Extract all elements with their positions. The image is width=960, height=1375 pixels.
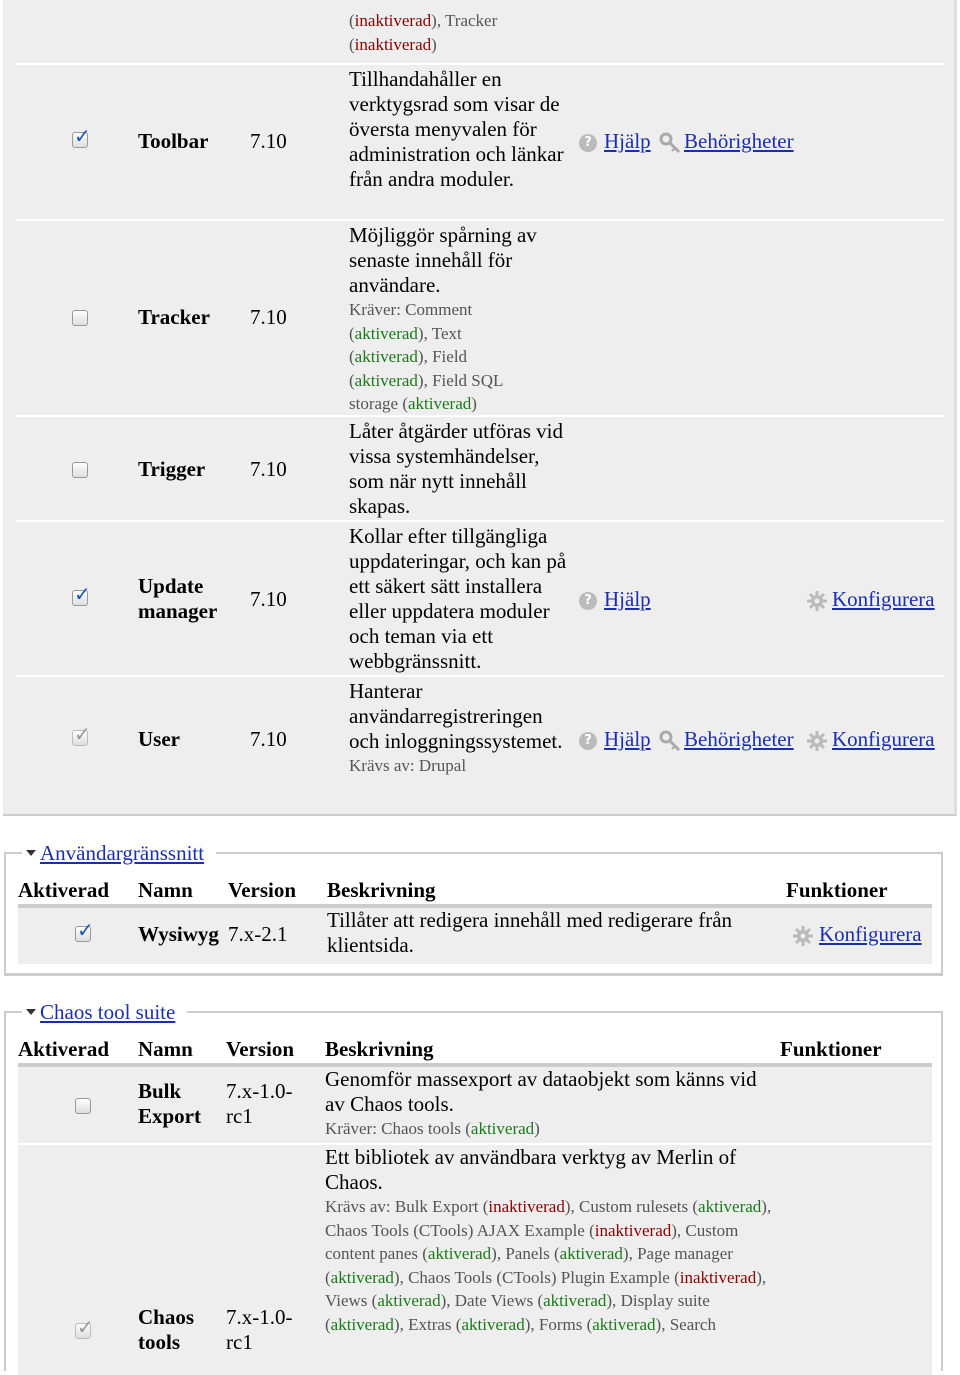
- enable-checkbox[interactable]: [72, 582, 91, 606]
- status-label: aktiverad: [427, 1244, 492, 1263]
- module-description: [325, 1067, 765, 1141]
- status-label: inaktiverad: [354, 34, 432, 54]
- fieldset-user-interface: [4, 841, 943, 976]
- header-version: Version: [228, 878, 297, 902]
- configure-link[interactable]: Konfigurera: [832, 587, 935, 611]
- module-name: Wysiwyg: [138, 922, 219, 946]
- module-version: 7.x-1.0-rc1: [226, 1305, 293, 1354]
- requires-item: Field: [432, 347, 468, 366]
- key-icon: [659, 730, 677, 748]
- required-by-item: Bulk Export: [394, 1197, 479, 1216]
- gear-icon: [806, 730, 824, 748]
- status-label: aktiverad: [377, 1291, 441, 1310]
- required-by-item: Display suite: [620, 1291, 710, 1310]
- required-by-item: Chaos Tools (CTools) AJAX Example: [325, 1220, 585, 1240]
- status-label: aktiverad: [698, 1197, 762, 1216]
- enable-checkbox[interactable]: [75, 1098, 91, 1114]
- required-by-item: Forms: [538, 1314, 583, 1334]
- fieldset-legend[interactable]: [22, 1000, 187, 1024]
- requires-item: Chaos tools: [381, 1119, 461, 1138]
- required-by-item: Custom rulesets: [579, 1197, 689, 1216]
- header-version: Version: [226, 1037, 295, 1061]
- status-label: aktiverad: [354, 323, 418, 343]
- required-by-item: Page manager: [637, 1244, 733, 1263]
- module-name: User: [138, 727, 180, 751]
- enable-checkbox[interactable]: [75, 1315, 94, 1339]
- module-version: 7.x-1.0-rc1: [226, 1079, 293, 1128]
- collapse-icon: [26, 850, 36, 856]
- requires-label: Kräver:: [325, 1119, 377, 1138]
- requires-item: Text: [431, 323, 462, 343]
- description-text: Hanterar användarregistreringen och inloggningssystemet.: [349, 679, 563, 753]
- modules-table-core: [3, 0, 957, 816]
- module-description: [325, 1145, 775, 1336]
- status-label: inaktiverad: [594, 1220, 672, 1240]
- header-enabled: Aktiverad: [18, 878, 109, 902]
- module-description: Låter åtgärder utföras vid vissa systemhändelser, som när nytt innehåll skapas.: [349, 419, 563, 518]
- description-text: Genomför massexport av dataobjekt som känns vid av Chaos tools.: [325, 1067, 757, 1116]
- required-by-item: Chaos Tools (CTools) Plugin Example: [408, 1267, 670, 1287]
- checkmark-icon: ✓: [77, 918, 94, 942]
- fieldset-legend[interactable]: [22, 841, 216, 865]
- requires-item: Comment: [405, 300, 473, 319]
- module-version: 7.x-2.1: [228, 922, 288, 946]
- status-label: inaktiverad: [488, 1197, 565, 1216]
- enable-checkbox[interactable]: [75, 918, 94, 942]
- module-name: Tracker: [138, 305, 210, 329]
- module-name: Bulk Export: [138, 1079, 201, 1128]
- module-name: Trigger: [138, 457, 206, 481]
- header-functions: Funktioner: [786, 878, 888, 902]
- module-row-wysiwyg: [18, 908, 932, 964]
- module-row-toolbar: [16, 63, 944, 219]
- required-by-item: Views: [325, 1291, 368, 1310]
- module-name: Chaos tools: [138, 1305, 195, 1354]
- module-row-trigger: [16, 415, 944, 520]
- module-description: Kollar efter tillgängliga uppdateringar, och kan på ett säkert sätt installera eller uppdatera moduler och teman via ett webbgränssnitt.: [349, 524, 567, 673]
- module-row-bulk-export: [18, 1067, 932, 1143]
- help-link[interactable]: Hjälp: [604, 727, 651, 751]
- legend-link[interactable]: Användargränssnitt: [40, 841, 205, 865]
- module-description: [349, 679, 574, 778]
- module-version: 7.10: [250, 457, 287, 481]
- enable-checkbox[interactable]: [72, 722, 91, 746]
- requires-item: , Tracker: [436, 11, 498, 30]
- status-label: aktiverad: [330, 1267, 394, 1287]
- checkmark-icon: ✓: [74, 124, 91, 148]
- checkmark-icon: ✓: [77, 1315, 94, 1339]
- required-by-item: Extras: [408, 1314, 452, 1334]
- status-label: aktiverad: [408, 394, 472, 413]
- permissions-link[interactable]: Behörigheter: [684, 129, 794, 153]
- header-description: Beskrivning: [327, 878, 436, 902]
- configure-link[interactable]: Konfigurera: [819, 922, 922, 946]
- module-description: Tillåter att redigera innehåll med redigerare från klientsida.: [327, 908, 733, 957]
- status-label: aktiverad: [461, 1314, 525, 1334]
- requires-item: Field SQL storage: [349, 370, 503, 413]
- module-version: 7.10: [250, 305, 287, 329]
- required-by-item: Panels: [505, 1244, 550, 1263]
- gear-icon: [792, 925, 810, 943]
- status-label: inaktiverad: [679, 1267, 757, 1287]
- module-version: 7.10: [250, 129, 287, 153]
- module-row-chaos-tools: [18, 1145, 932, 1375]
- required-by-item: , Search: [661, 1314, 716, 1334]
- required-by-list: Krävs av: Bulk Export (inaktiverad), Custom rulesets (aktiverad), Chaos Tools (CTools) AJAX Example (inaktiverad), Custom content panes (aktiverad), Panels (aktiverad), Page manager (aktiverad), Chaos Tools (CTools) Plugin Example (inaktiverad), Views (aktiverad), Date Views (aktiverad), Display suite (aktiverad), Extras (aktiverad), Forms (aktiverad), Search: [325, 1197, 772, 1334]
- help-icon: ?: [579, 592, 597, 610]
- permissions-link[interactable]: Behörigheter: [684, 727, 794, 751]
- gear-icon: [806, 590, 824, 608]
- enable-checkbox[interactable]: [72, 462, 88, 478]
- module-row-tracker: [16, 219, 944, 415]
- module-version: 7.10: [250, 587, 287, 611]
- header-description: Beskrivning: [325, 1037, 434, 1061]
- help-link[interactable]: Hjälp: [604, 129, 651, 153]
- checkmark-icon: ✓: [74, 582, 91, 606]
- required-by-label: Krävs av:: [325, 1197, 391, 1216]
- requires-list: Kräver: Chaos tools (aktiverad): [325, 1119, 540, 1138]
- header-enabled: Aktiverad: [18, 1037, 109, 1061]
- enable-checkbox[interactable]: [72, 310, 88, 326]
- configure-link[interactable]: Konfigurera: [832, 727, 935, 751]
- enable-checkbox[interactable]: [72, 124, 91, 148]
- header-functions: Funktioner: [780, 1037, 882, 1061]
- key-icon: [659, 132, 677, 150]
- module-description: [349, 223, 564, 416]
- required-by: Krävs av: Drupal: [349, 756, 467, 775]
- module-name: Toolbar: [138, 129, 209, 153]
- module-row-user: [16, 675, 944, 802]
- requires-label: Kräver:: [349, 300, 401, 319]
- checkmark-icon: ✓: [74, 722, 91, 746]
- status-label: aktiverad: [470, 1119, 535, 1138]
- status-label: aktiverad: [354, 370, 418, 390]
- collapse-icon: [26, 1009, 36, 1015]
- header-name: Namn: [138, 878, 193, 902]
- help-icon: ?: [579, 732, 597, 750]
- requires-list: Kräver: Comment (aktiverad), Text (aktiverad), Field (aktiverad), Field SQL storage (aktiverad): [349, 300, 503, 413]
- status-label: aktiverad: [354, 347, 418, 366]
- help-link[interactable]: Hjälp: [604, 587, 651, 611]
- status-label: aktiverad: [592, 1314, 656, 1334]
- help-icon: ?: [579, 134, 597, 152]
- status-label: inaktiverad: [354, 11, 432, 30]
- description-text: Ett bibliotek av användbara verktyg av Merlin of Chaos.: [325, 1145, 737, 1194]
- required-by-item: Date Views: [454, 1291, 534, 1310]
- partial-requires: (inaktiverad), Tracker (inaktiverad): [349, 11, 498, 54]
- required-by-item: Custom content panes: [325, 1220, 739, 1263]
- status-label: aktiverad: [330, 1314, 394, 1334]
- module-name: Update manager: [138, 574, 218, 623]
- module-version: 7.10: [250, 727, 287, 751]
- status-label: aktiverad: [559, 1244, 623, 1263]
- status-label: aktiverad: [543, 1291, 607, 1310]
- header-name: Namn: [138, 1037, 193, 1061]
- module-description: Tillhandahåller en verktygsrad som visar de översta menyvalen för administration och länkar från andra moduler.: [349, 67, 564, 191]
- description-text: Möjliggör spårning av senaste innehåll för användare.: [349, 223, 537, 297]
- module-row-update-manager: [16, 520, 944, 675]
- fieldset-chaos-tool-suite: [4, 1000, 943, 1371]
- legend-link[interactable]: Chaos tool suite: [40, 1000, 176, 1024]
